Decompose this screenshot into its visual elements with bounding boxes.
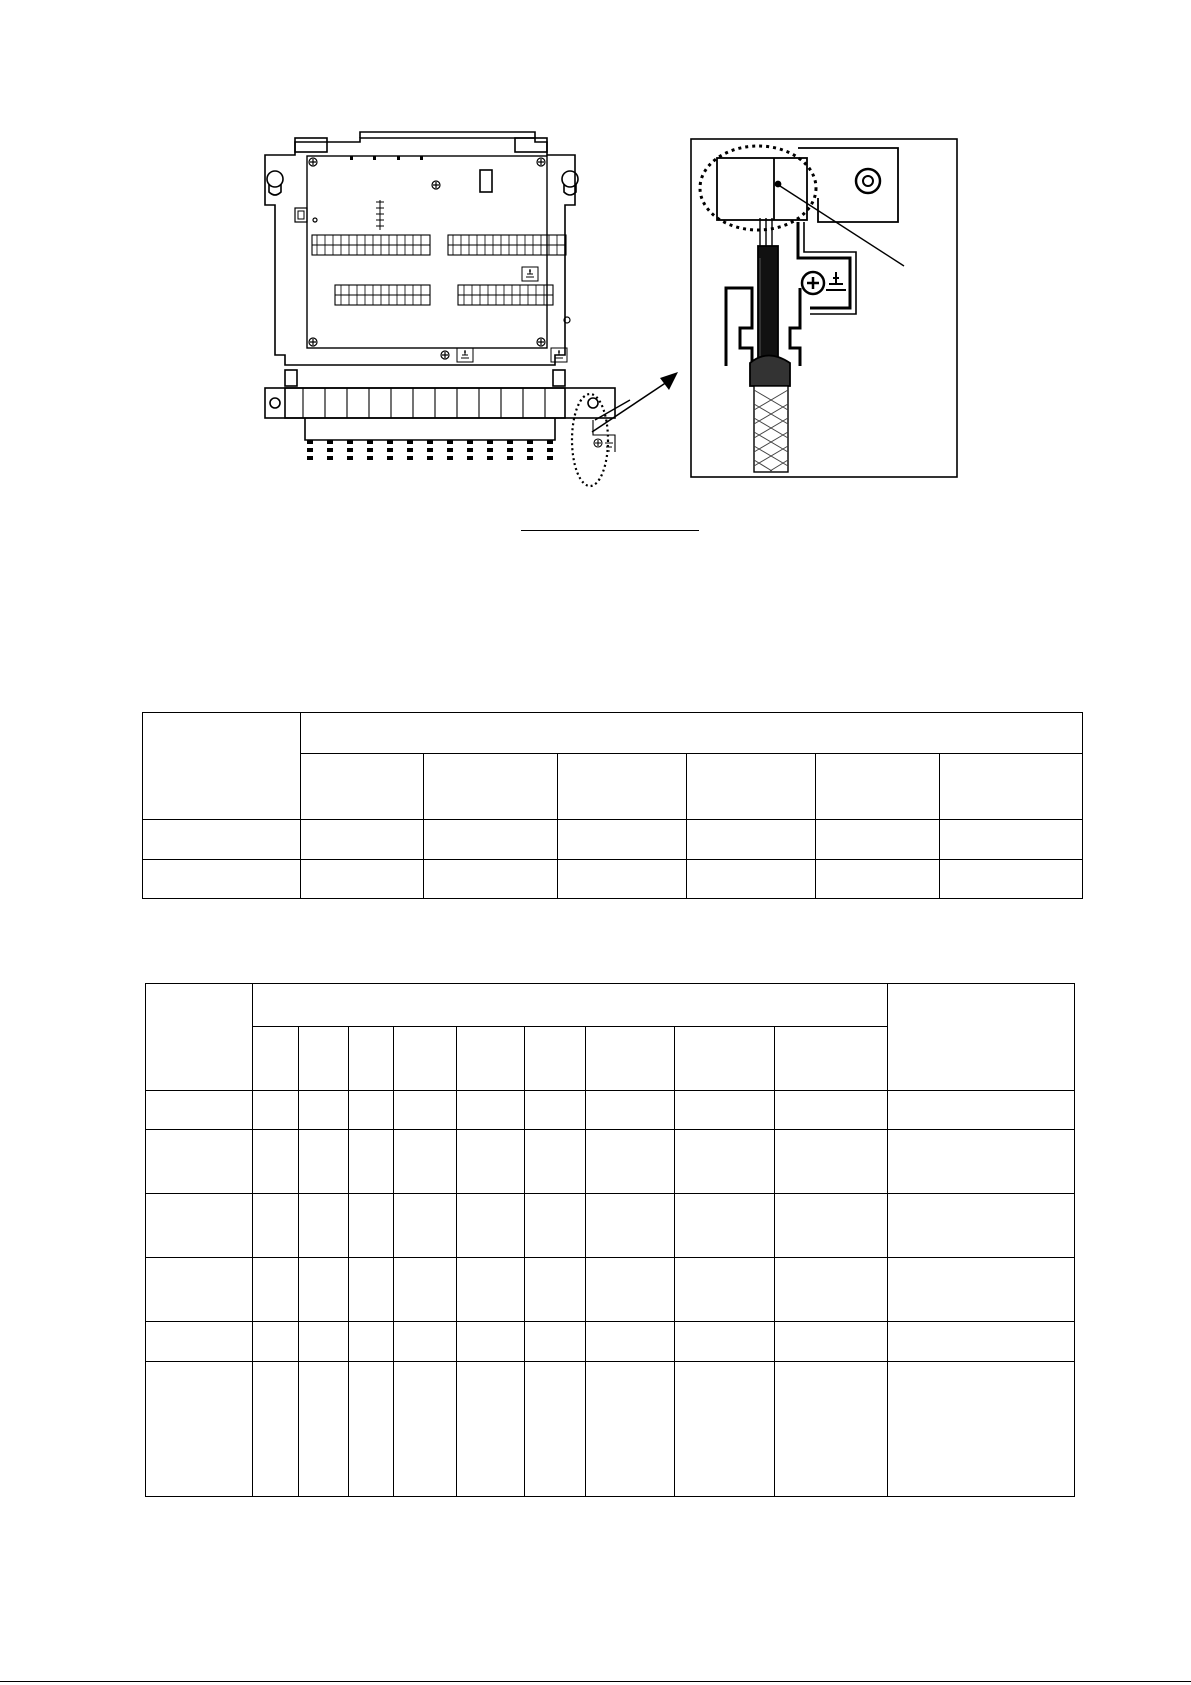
table-cell [424, 820, 558, 860]
table-2-header-cell [299, 1027, 349, 1091]
table-row [143, 820, 1083, 860]
table-cell [299, 1322, 349, 1362]
table-cell [146, 1362, 253, 1497]
table-cell [888, 1130, 1075, 1194]
table-2-header-cell [146, 984, 253, 1091]
table-cell [299, 1258, 349, 1322]
table-cell [253, 1194, 299, 1258]
table-2 [145, 983, 1075, 1497]
table-1 [142, 712, 1083, 899]
table-cell [301, 820, 424, 860]
detail-arrow [590, 360, 690, 440]
table-1-header-cell [816, 754, 940, 820]
table-cell [525, 1322, 586, 1362]
table-cell [143, 860, 301, 899]
table-row [146, 1258, 1075, 1322]
table-cell [687, 860, 816, 899]
table-row [146, 1091, 1075, 1130]
table-cell [525, 1362, 586, 1497]
table-cell [457, 1091, 525, 1130]
table-cell [888, 1322, 1075, 1362]
table-cell [775, 1362, 888, 1497]
table-cell [586, 1322, 675, 1362]
table-cell [349, 1091, 394, 1130]
table-cell [146, 1322, 253, 1362]
table-cell [586, 1362, 675, 1497]
table-2-header-cell [253, 1027, 299, 1091]
table-cell [586, 1258, 675, 1322]
table-1-header-cell [301, 754, 424, 820]
table-cell [816, 820, 940, 860]
table-2-header-cell [457, 1027, 525, 1091]
table-cell [775, 1322, 888, 1362]
table-cell [349, 1130, 394, 1194]
table-cell [394, 1258, 457, 1322]
table-cell [143, 820, 301, 860]
table-2-header-cell [675, 1027, 775, 1091]
table-cell [301, 860, 424, 899]
table-cell [349, 1322, 394, 1362]
table-cell [775, 1194, 888, 1258]
table-cell [394, 1322, 457, 1362]
table-row [143, 860, 1083, 899]
table-1-header-cell [940, 754, 1083, 820]
table-cell [816, 860, 940, 899]
table-1-header-cell [424, 754, 558, 820]
table-cell [558, 820, 687, 860]
table-cell [349, 1258, 394, 1322]
table-cell [299, 1362, 349, 1497]
table-cell [675, 1091, 775, 1130]
table-1-header-cell [558, 754, 687, 820]
table-2-header-cell [349, 1027, 394, 1091]
keyhole-left-icon [267, 171, 283, 195]
table-cell [888, 1091, 1075, 1130]
table-cell [775, 1091, 888, 1130]
table-cell [253, 1258, 299, 1322]
table-cell [146, 1130, 253, 1194]
table-1-header-cell [687, 754, 816, 820]
table-cell [525, 1130, 586, 1194]
table-cell [146, 1258, 253, 1322]
table-cell [253, 1091, 299, 1130]
table-cell [253, 1130, 299, 1194]
table-2-header-row [146, 984, 1075, 1027]
table-cell [299, 1130, 349, 1194]
table-cell [394, 1362, 457, 1497]
table-2-header-cell [525, 1027, 586, 1091]
table-cell [888, 1362, 1075, 1497]
table-cell [424, 860, 558, 899]
table-row [146, 1130, 1075, 1194]
table-cell [457, 1194, 525, 1258]
table-cell [775, 1258, 888, 1322]
table-cell [940, 860, 1083, 899]
table-cell [299, 1194, 349, 1258]
figure-caption-underline [521, 530, 699, 531]
table-cell [586, 1091, 675, 1130]
unit-drawing [255, 130, 635, 495]
table-cell [394, 1130, 457, 1194]
table-cell [457, 1362, 525, 1497]
table-cell [525, 1091, 586, 1130]
table-cell [349, 1362, 394, 1497]
table-cell [586, 1130, 675, 1194]
table-row [146, 1322, 1075, 1362]
table-2-header-cell [586, 1027, 675, 1091]
table-cell [888, 1194, 1075, 1258]
table-cell [675, 1322, 775, 1362]
table-cell [253, 1322, 299, 1362]
table-cell [394, 1194, 457, 1258]
table-cell [299, 1091, 349, 1130]
table-cell [253, 1362, 299, 1497]
table-cell [940, 820, 1083, 860]
footer-rule [0, 1681, 1191, 1682]
table-cell [525, 1194, 586, 1258]
table-2-header-cell [394, 1027, 457, 1091]
table-cell [146, 1194, 253, 1258]
detail-view [690, 138, 960, 480]
table-cell [394, 1091, 457, 1130]
table-2-header-cell [888, 984, 1075, 1091]
table-cell [558, 860, 687, 899]
table-1-header-cell [143, 713, 301, 820]
table-cell [586, 1194, 675, 1258]
table-cell [675, 1194, 775, 1258]
table-cell [675, 1258, 775, 1322]
table-cell [457, 1130, 525, 1194]
table-cell [525, 1258, 586, 1322]
table-cell [457, 1258, 525, 1322]
table-cell [457, 1322, 525, 1362]
table-cell [775, 1130, 888, 1194]
table-cell [349, 1194, 394, 1258]
table-1-header-row [143, 713, 1083, 754]
table-2-header-cell [775, 1027, 888, 1091]
table-cell [675, 1130, 775, 1194]
table-1-header-cell [301, 713, 1083, 754]
table-2-header-cell [253, 984, 888, 1027]
table-cell [687, 820, 816, 860]
table-cell [888, 1258, 1075, 1322]
table-row [146, 1194, 1075, 1258]
table-row [146, 1362, 1075, 1497]
table-cell [146, 1091, 253, 1130]
table-cell [675, 1362, 775, 1497]
